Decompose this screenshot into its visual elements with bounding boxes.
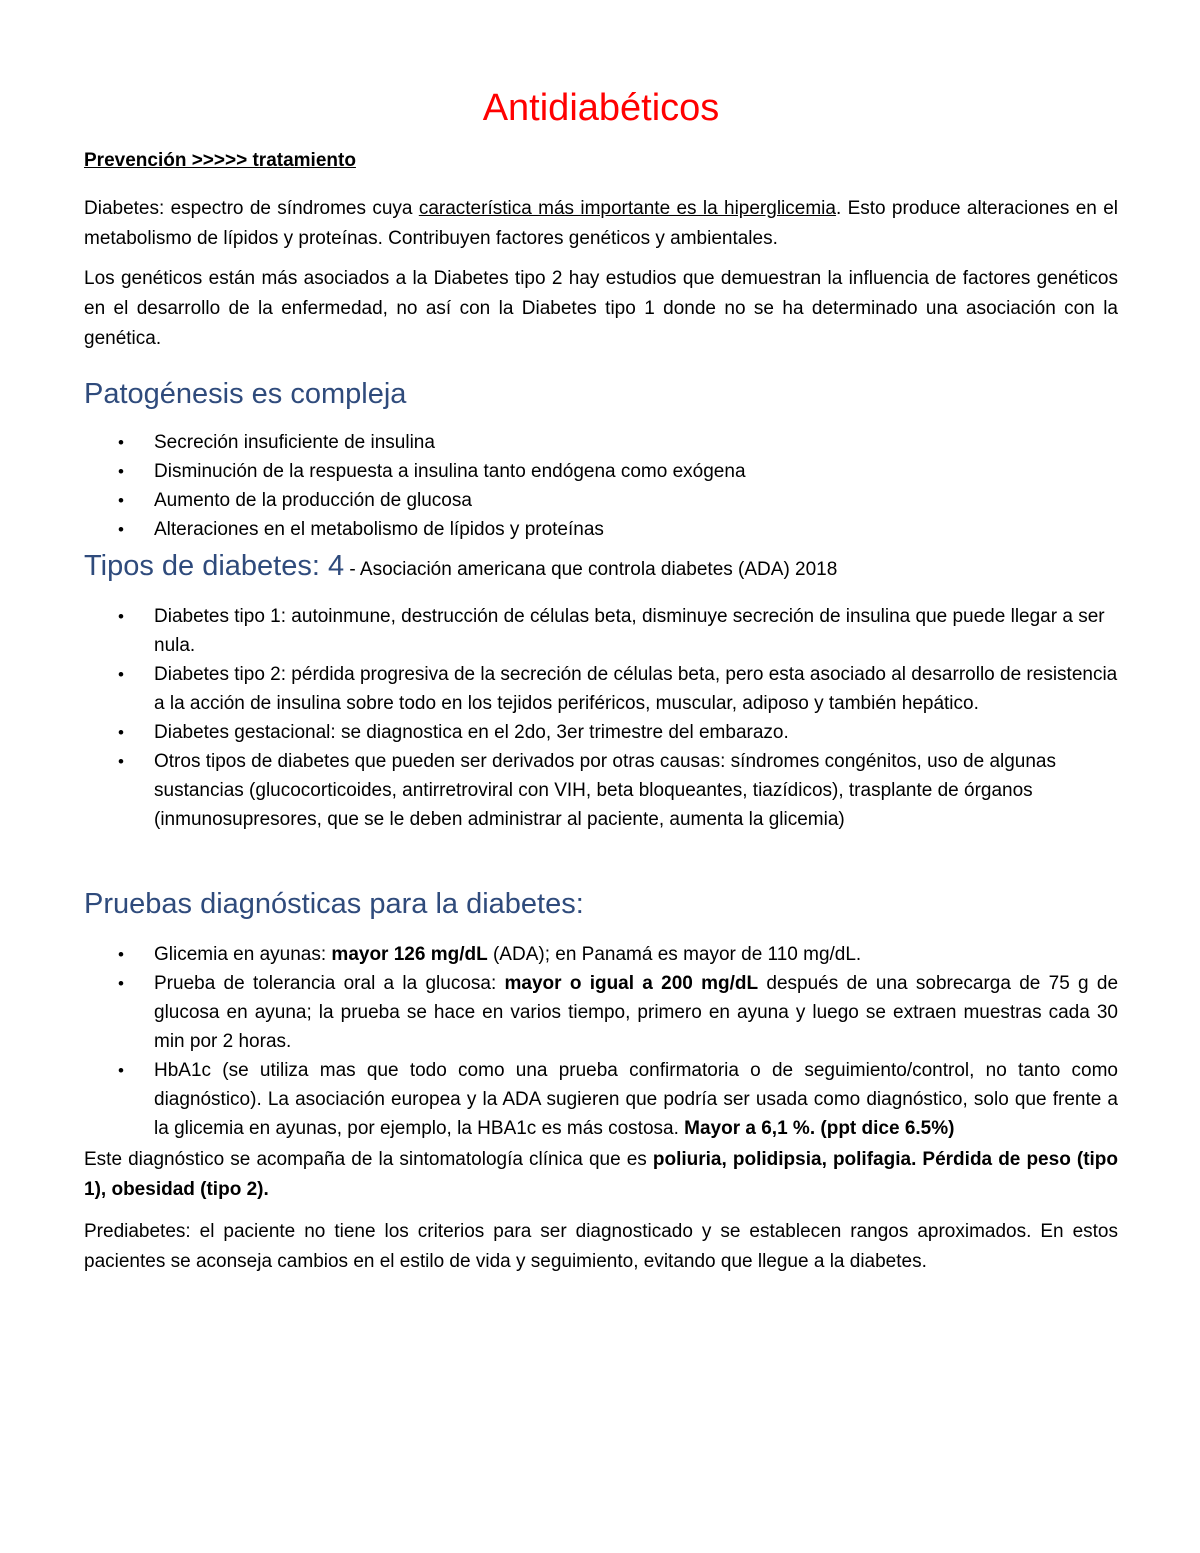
bullet-icon: • [118, 945, 124, 964]
list-item: • Glicemia en ayunas: mayor 126 mg/dL (ADA); en Panamá es mayor de 110 mg/dL. [154, 940, 1118, 969]
list-item: • Aumento de la producción de glucosa [154, 486, 1118, 515]
paragraph-sintomatologia: Este diagnóstico se acompaña de la sintomatología clínica que es poliuria, polidipsia, polifagia. Pérdida de peso (tipo 1), obesidad (tipo 2). [84, 1149, 1119, 1200]
bullet-icon: • [118, 462, 124, 481]
list-item: • Secreción insuficiente de insulina [154, 428, 1118, 457]
bullet-icon: • [118, 723, 124, 742]
paragraph-diabetes-definition: Diabetes: espectro de síndromes cuya característica más importante es la hiperglicemia. Esto produce alteraciones en el metabolismo de lípidos y proteínas. Contribuyen factores genéticos y ambientales. [84, 198, 1118, 249]
doc-title: Antidiabéticos [482, 87, 720, 129]
bullet-icon: • [118, 491, 124, 510]
list-item: • Diabetes gestacional: se diagnostica en el 2do, 3er trimestre del embarazo. [154, 718, 1118, 747]
heading-tipos: Tipos de diabetes: 4 - Asociación americana que controla diabetes (ADA) 2018 [84, 550, 838, 582]
list-item: • Otros tipos de diabetes que pueden ser derivados por otras causas: síndromes congénitos, uso de algunas sustancias (glucocorticoides, antirretroviral con VIH, beta bloqueantes, tiazídicos), trasplante de órganos (inmunosupresores, que se le deben administrar al paciente, aumenta la glicemia) [154, 747, 1118, 834]
bullet-icon: • [118, 607, 124, 626]
bullet-icon: • [118, 665, 124, 684]
list-tipos [84, 602, 1118, 834]
paragraph-genetics: Los genéticos están más asociados a la Diabetes tipo 2 hay estudios que demuestran la influencia de factores genéticos en el desarrollo de la enfermedad, no así con la Diabetes tipo 1 donde no se ha determinado una asociación con la genética. [84, 268, 1118, 349]
bullet-icon: • [118, 974, 124, 993]
list-item: • Alteraciones en el metabolismo de lípidos y proteínas [154, 515, 1118, 544]
underlined-phrase: característica más importante es la hiperglicemia [418, 198, 836, 219]
heading-patogenesis: Patogénesis es compleja [84, 378, 407, 410]
list-pruebas [84, 940, 1118, 1143]
list-item: • HbA1c (se utiliza mas que todo como una prueba confirmatoria o de seguimiento/control, no tanto como diagnóstico). La asociación europea y la ADA sugieren que podría ser usada como diagnóstico, solo que frente a la glicemia en ayunas, por ejemplo, la HBA1c es más costosa. Mayor a 6,1 %. (ppt dice 6.5%) [154, 1056, 1118, 1143]
bullet-icon: • [118, 1061, 124, 1080]
list-item: • Disminución de la respuesta a insulina tanto endógena como exógena [154, 457, 1118, 486]
bullet-icon: • [118, 752, 124, 771]
list-patogenesis [84, 428, 1118, 544]
list-item: • Diabetes tipo 2: pérdida progresiva de la secreción de células beta, pero esta asociado al desarrollo de resistencia a la acción de insulina sobre todo en los tejidos periféricos, muscular, adiposo y también hepático. [154, 660, 1118, 718]
bullet-icon: • [118, 520, 124, 539]
list-item: • Diabetes tipo 1: autoinmune, destrucción de células beta, disminuye secreción de insulina que puede llegar a ser nula. [154, 602, 1118, 660]
list-item: • Prueba de tolerancia oral a la glucosa: mayor o igual a 200 mg/dL después de una sobrecarga de 75 g de glucosa en ayuna; la prueba se hace en varios tiempo, primero en ayuna y luego se extraen muestras cada 30 min por 2 horas. [154, 969, 1118, 1056]
heading-tipos-note: - Asociación americana que controla diabetes (ADA) 2018 [344, 559, 838, 580]
bullet-icon: • [118, 433, 124, 452]
doc-subtitle: Prevención >>>>> tratamiento [84, 150, 356, 171]
heading-pruebas: Pruebas diagnósticas para la diabetes: [84, 888, 584, 920]
paragraph-prediabetes: Prediabetes: el paciente no tiene los criterios para ser diagnosticado y se establecen rangos aproximados. En estos pacientes se aconseja cambios en el estilo de vida y seguimiento, evitando que llegue a la diabetes. [84, 1221, 1118, 1272]
